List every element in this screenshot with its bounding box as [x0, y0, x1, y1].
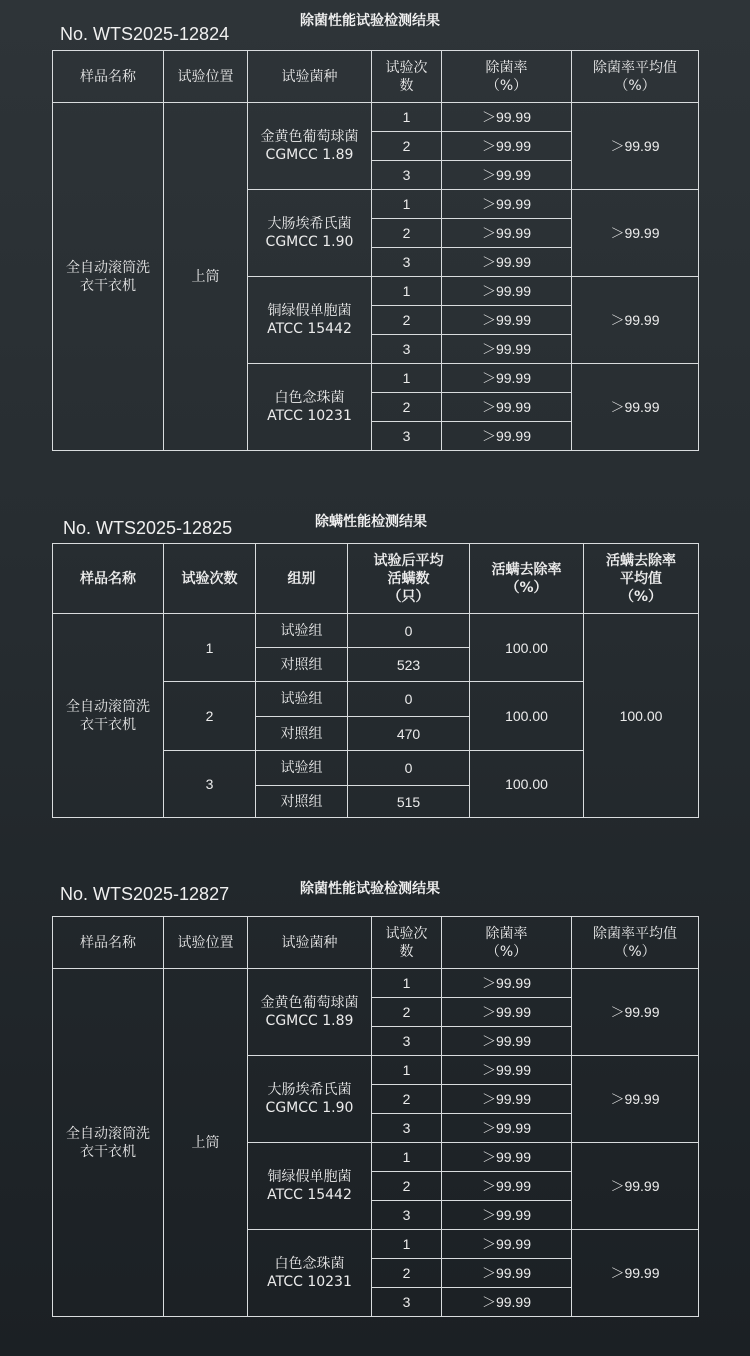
trial-number-cell: 2 [372, 1259, 442, 1288]
table-body [53, 103, 699, 451]
sample-name-cell: 全自动滚筒洗 衣干衣机 [53, 614, 164, 818]
trial-number-cell: 3 [372, 1201, 442, 1230]
header-avg-removal-rate: 活螨去除率 平均值 （%） [584, 544, 699, 614]
trial-number-cell: 1 [372, 277, 442, 306]
header-sample-name: 样品名称 [53, 917, 164, 969]
mite-count-cell: 0 [348, 614, 470, 648]
trial-number-cell: 2 [372, 998, 442, 1027]
sterilization-table-2 [52, 916, 699, 1317]
rate-cell: ＞99.99 [442, 132, 572, 161]
sterilization-table-1 [52, 50, 699, 451]
position-cell: 上筒 [164, 969, 248, 1317]
rate-cell: ＞99.99 [442, 1201, 572, 1230]
avg-removal-rate-cell: 100.00 [584, 614, 699, 818]
sample-name-cell: 全自动滚筒洗 衣干衣机 [53, 103, 164, 451]
trial-number-cell: 3 [372, 161, 442, 190]
table-body [53, 969, 699, 1317]
rate-cell: ＞99.99 [442, 1172, 572, 1201]
rate-cell: ＞99.99 [442, 1085, 572, 1114]
trial-number-cell: 3 [372, 1288, 442, 1317]
report-number: No. WTS2025-12825 [63, 518, 233, 538]
rate-cell: ＞99.99 [442, 1259, 572, 1288]
header-strain: 试验菌种 [248, 51, 372, 103]
trial-number-cell: 2 [372, 393, 442, 422]
header-avg-mites: 试验后平均 活螨数 （只） [348, 544, 470, 614]
rate-cell: ＞99.99 [442, 103, 572, 132]
trial-number-cell: 1 [372, 364, 442, 393]
group-cell: 对照组 [256, 717, 348, 751]
mite-count-cell: 0 [348, 751, 470, 786]
trial-number-cell: 1 [372, 969, 442, 998]
group-cell: 试验组 [256, 682, 348, 717]
trial-number-cell: 1 [372, 1056, 442, 1085]
report-title: 除菌性能试验检测结果 [300, 881, 440, 897]
avg-rate-cell: ＞99.99 [572, 969, 699, 1056]
avg-rate-cell: ＞99.99 [572, 1056, 699, 1143]
avg-rate-cell: ＞99.99 [572, 277, 699, 364]
header-sample-name: 样品名称 [53, 51, 164, 103]
header-rate: 除菌率 （%） [442, 51, 572, 103]
header-removal-rate: 活螨去除率 （%） [470, 544, 584, 614]
avg-rate-cell: ＞99.99 [572, 103, 699, 190]
mite-count-cell: 0 [348, 682, 470, 717]
trial-number-cell: 2 [372, 1085, 442, 1114]
trial-number-cell: 3 [372, 248, 442, 277]
report-number: No. WTS2025-12827 [60, 884, 230, 904]
header-trial-count: 试验次 数 [372, 917, 442, 969]
trial-number-cell: 1 [164, 614, 256, 682]
rate-cell: ＞99.99 [442, 1027, 572, 1056]
header-sample-name: 样品名称 [53, 544, 164, 614]
trial-number-cell: 3 [164, 751, 256, 818]
mite-count-cell: 515 [348, 786, 470, 818]
trial-number-cell: 2 [372, 132, 442, 161]
trial-number-cell: 1 [372, 190, 442, 219]
header-position: 试验位置 [164, 917, 248, 969]
strain-cell: 铜绿假单胞菌 ATCC 15442 [248, 1143, 372, 1230]
avg-rate-cell: ＞99.99 [572, 1143, 699, 1230]
trial-number-cell: 3 [372, 1114, 442, 1143]
rate-cell: ＞99.99 [442, 1230, 572, 1259]
rate-cell: ＞99.99 [442, 1288, 572, 1317]
avg-rate-cell: ＞99.99 [572, 190, 699, 277]
trial-number-cell: 3 [372, 422, 442, 451]
rate-cell: ＞99.99 [442, 1056, 572, 1085]
rate-cell: ＞99.99 [442, 277, 572, 306]
trial-number-cell: 2 [372, 219, 442, 248]
removal-rate-cell: 100.00 [470, 751, 584, 818]
trial-number-cell: 1 [372, 1143, 442, 1172]
rate-cell: ＞99.99 [442, 393, 572, 422]
header-avg-rate: 除菌率平均值 （%） [572, 917, 699, 969]
trial-number-cell: 3 [372, 335, 442, 364]
rate-cell: ＞99.99 [442, 969, 572, 998]
rate-cell: ＞99.99 [442, 248, 572, 277]
table-row [53, 614, 699, 648]
position-cell: 上筒 [164, 103, 248, 451]
removal-rate-cell: 100.00 [470, 614, 584, 682]
rate-cell: ＞99.99 [442, 1143, 572, 1172]
trial-number-cell: 1 [372, 1230, 442, 1259]
trial-number-cell: 2 [372, 306, 442, 335]
rate-cell: ＞99.99 [442, 306, 572, 335]
avg-rate-cell: ＞99.99 [572, 364, 699, 451]
rate-cell: ＞99.99 [442, 422, 572, 451]
group-cell: 对照组 [256, 648, 348, 682]
rate-cell: ＞99.99 [442, 998, 572, 1027]
avg-rate-cell: ＞99.99 [572, 1230, 699, 1317]
header-group: 组别 [256, 544, 348, 614]
report-title: 除菌性能试验检测结果 [300, 13, 440, 29]
mite-table [52, 543, 699, 818]
rate-cell: ＞99.99 [442, 219, 572, 248]
rate-cell: ＞99.99 [442, 190, 572, 219]
header-rate: 除菌率 （%） [442, 917, 572, 969]
trial-number-cell: 3 [372, 1027, 442, 1056]
report-title: 除螨性能检测结果 [315, 514, 427, 530]
trial-number-cell: 2 [164, 682, 256, 751]
strain-cell: 大肠埃希氏菌 CGMCC 1.90 [248, 1056, 372, 1143]
header-trial-count: 试验次 数 [372, 51, 442, 103]
mite-count-cell: 523 [348, 648, 470, 682]
strain-cell: 金黄色葡萄球菌 CGMCC 1.89 [248, 103, 372, 190]
rate-cell: ＞99.99 [442, 335, 572, 364]
trial-number-cell: 2 [372, 1172, 442, 1201]
trial-number-cell: 1 [372, 103, 442, 132]
sample-name-cell: 全自动滚筒洗 衣干衣机 [53, 969, 164, 1317]
rate-cell: ＞99.99 [442, 1114, 572, 1143]
rate-cell: ＞99.99 [442, 364, 572, 393]
header-strain: 试验菌种 [248, 917, 372, 969]
removal-rate-cell: 100.00 [470, 682, 584, 751]
group-cell: 试验组 [256, 751, 348, 786]
report-number: No. WTS2025-12824 [60, 24, 230, 44]
strain-cell: 金黄色葡萄球菌 CGMCC 1.89 [248, 969, 372, 1056]
strain-cell: 大肠埃希氏菌 CGMCC 1.90 [248, 190, 372, 277]
table-row [53, 969, 699, 998]
mite-count-cell: 470 [348, 717, 470, 751]
table-row [53, 103, 699, 132]
strain-cell: 白色念珠菌 ATCC 10231 [248, 1230, 372, 1317]
header-position: 试验位置 [164, 51, 248, 103]
strain-cell: 白色念珠菌 ATCC 10231 [248, 364, 372, 451]
table-body [53, 614, 699, 818]
strain-cell: 铜绿假单胞菌 ATCC 15442 [248, 277, 372, 364]
header-avg-rate: 除菌率平均值 （%） [572, 51, 699, 103]
header-trial-count: 试验次数 [164, 544, 256, 614]
rate-cell: ＞99.99 [442, 161, 572, 190]
group-cell: 试验组 [256, 614, 348, 648]
group-cell: 对照组 [256, 786, 348, 818]
